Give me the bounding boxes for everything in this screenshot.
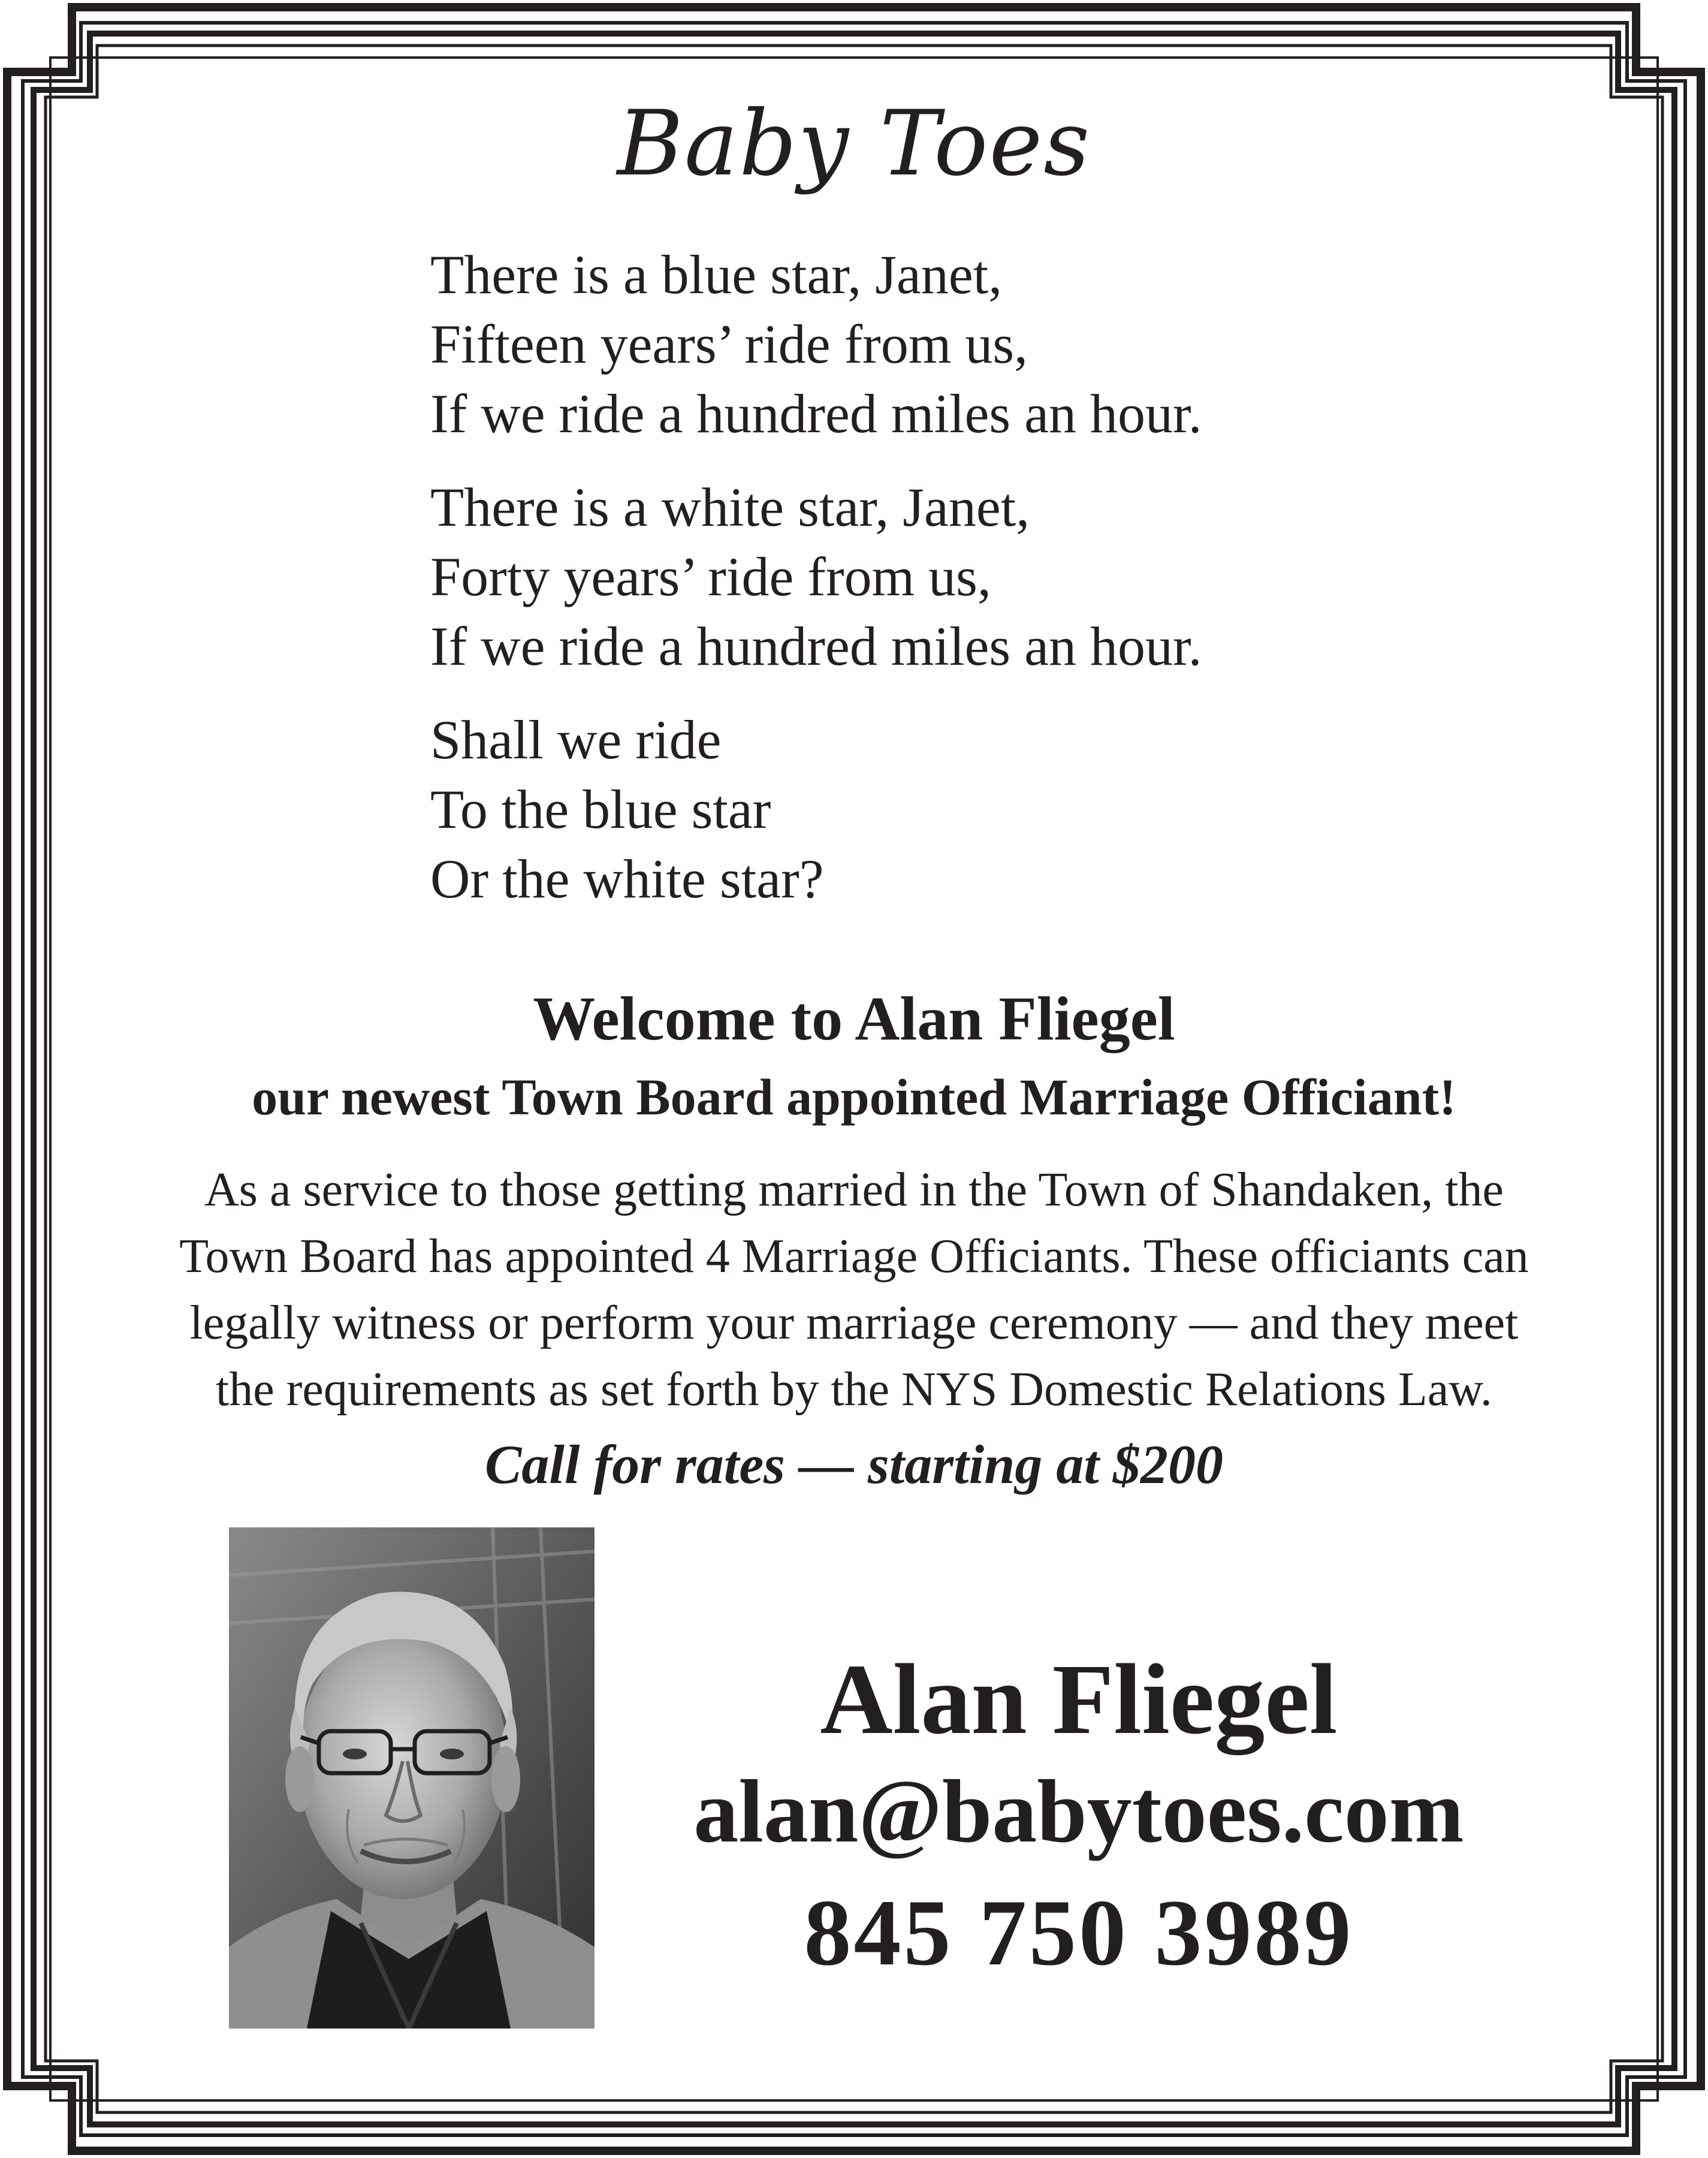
- poem-line: If we ride a hundred miles an hour.: [430, 616, 1202, 677]
- service-description: [72, 1157, 1636, 1423]
- description-line: legally witness or perform your marriage ceremony — and they meet: [189, 1297, 1519, 1349]
- poem-stanza-2: [430, 472, 1449, 681]
- poem-line: Or the white star?: [430, 848, 824, 909]
- poem-line: Forty years’ ride from us,: [430, 546, 991, 607]
- contact-email[interactable]: alan@babytoes.com: [693, 1762, 1464, 1861]
- poem-line: To the blue star: [430, 779, 771, 840]
- welcome-headline: Welcome to Alan Fliegel: [533, 984, 1175, 1053]
- poem: [430, 240, 1449, 938]
- portrait-photo: [229, 1527, 595, 2029]
- poem-stanza-1: [430, 240, 1449, 448]
- officiant-subheadline: our newest Town Board appointed Marriage Officiant!: [252, 1068, 1456, 1126]
- contact-name: Alan Fliegel: [820, 1644, 1338, 1755]
- poem-line: Fifteen years’ ride from us,: [430, 314, 1028, 375]
- ad-title: Baby Toes: [617, 92, 1091, 196]
- poem-line: There is a blue star, Janet,: [430, 244, 1003, 305]
- poem-stanza-3: [430, 705, 1449, 914]
- description-line: As a service to those getting married in the Town of Shandaken, the: [204, 1164, 1504, 1216]
- contact-phone[interactable]: 845 750 3989: [804, 1880, 1354, 1985]
- poem-line: Shall we ride: [430, 709, 722, 770]
- rates-callout: Call for rates — starting at $200: [485, 1434, 1223, 1495]
- description-line: the requirements as set forth by the NYS Domestic Relations Law.: [216, 1363, 1492, 1416]
- poem-line: There is a white star, Janet,: [430, 477, 1030, 538]
- description-line: Town Board has appointed 4 Marriage Officiants. These officiants can: [179, 1230, 1529, 1283]
- poem-line: If we ride a hundred miles an hour.: [430, 383, 1202, 444]
